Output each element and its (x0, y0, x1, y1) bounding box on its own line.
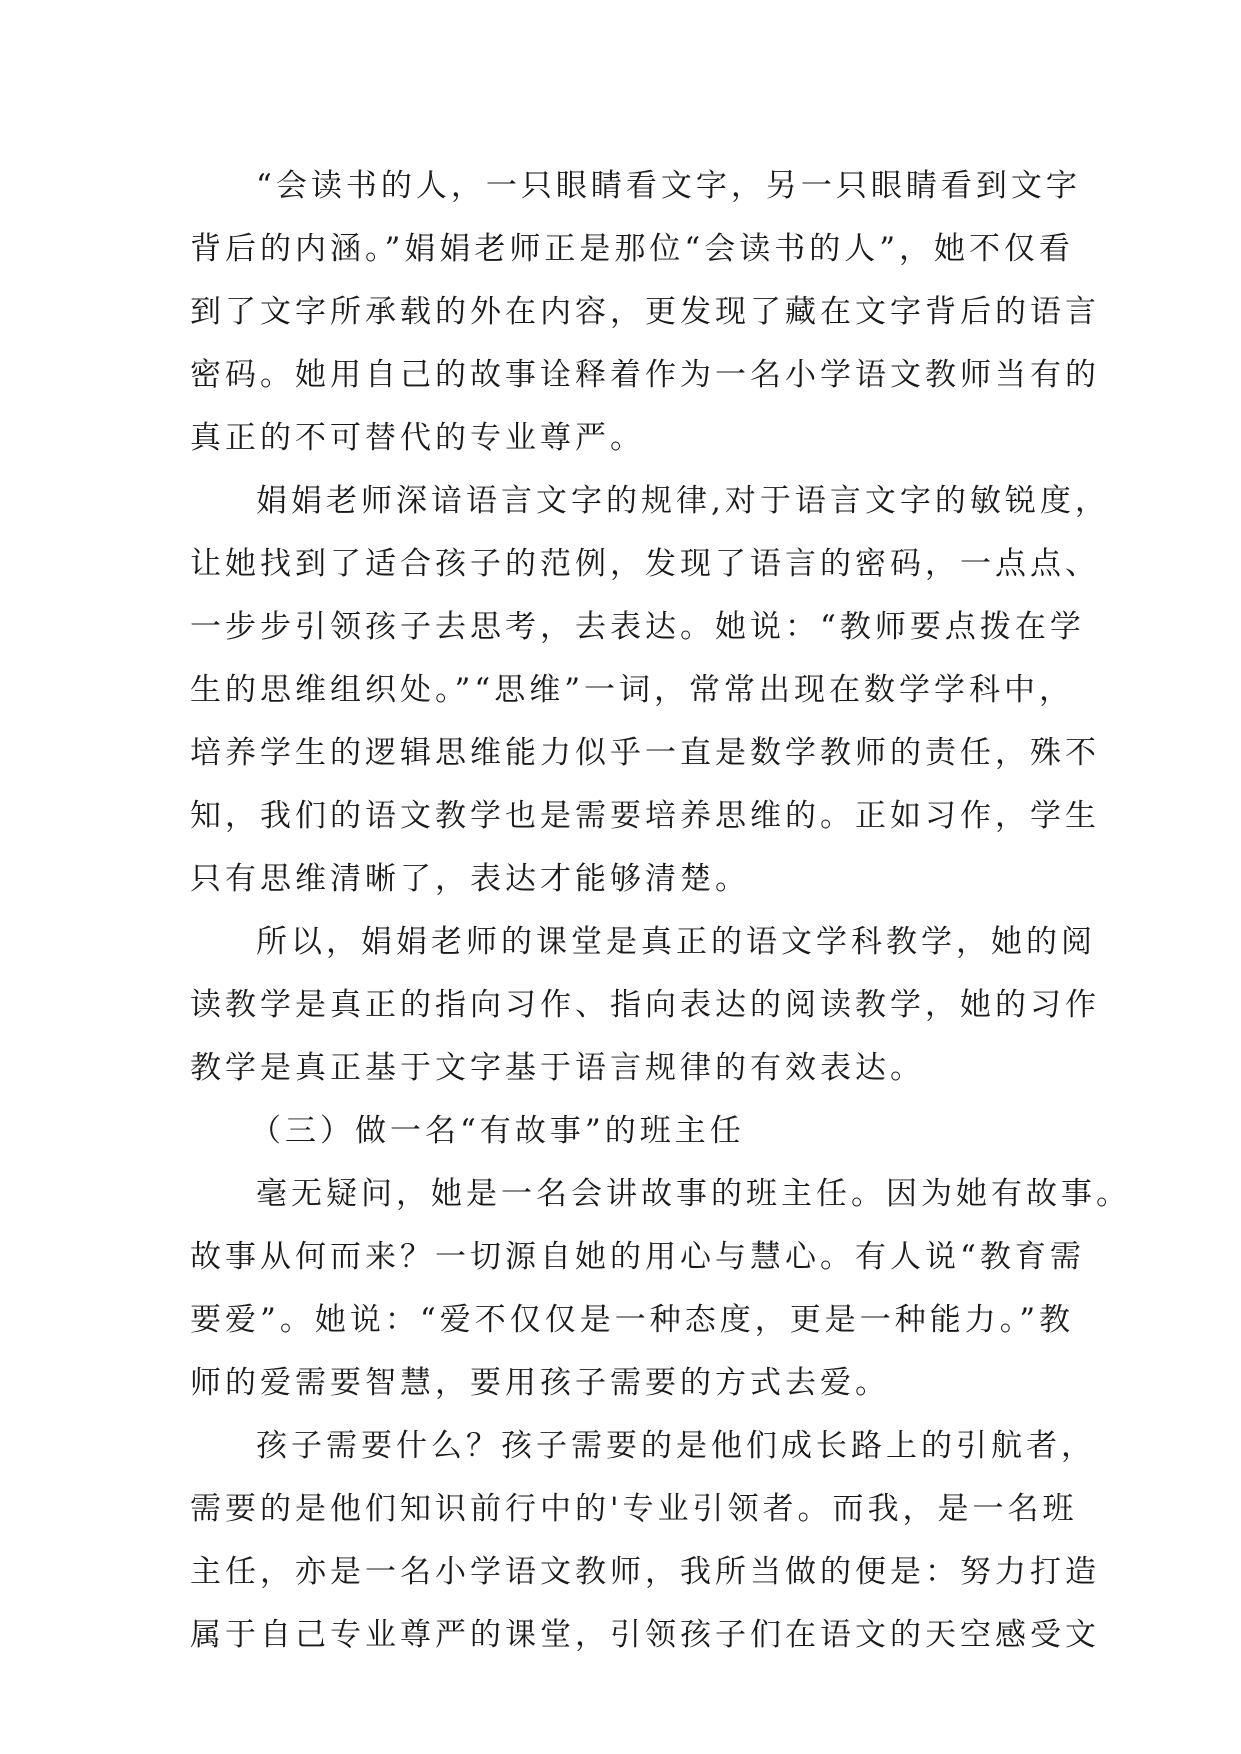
document-body (190, 155, 1131, 1667)
paragraph-2-line-3: 一步步引领孩子去思考，去表达。她说：“教师要点拨在学 (190, 609, 1085, 645)
section-heading: （三）做一名“有故事”的班主任 (250, 1113, 745, 1149)
paragraph-2-line-4: 生的思维组织处。”“思维”一词，常常出现在数学学科中， (190, 672, 1075, 708)
paragraph-1-line-4: 密码。她用自己的故事诠释着作为一名小学语文教师当有的 (190, 357, 1100, 393)
paragraph-4-line-3: 要爱”。她说：“爱不仅仅是一种态度，更是一种能力。”教 (190, 1302, 1075, 1338)
paragraph-2-line-6: 知，我们的语文教学也是需要培养思维的。正如习作，学生 (190, 798, 1100, 834)
paragraph-2-line-7: 只有思维清晰了，表达才能够清楚。 (190, 861, 750, 897)
paragraph-5-line-1: 孩子需要什么？孩子需要的是他们成长路上的引航者， (256, 1428, 1096, 1464)
paragraph-4-line-2: 故事从何而来？一切源自她的用心与慧心。有人说“教育需 (190, 1239, 1085, 1275)
paragraph-3-line-1: 所以，娟娟老师的课堂是真正的语文学科教学，她的阅 (256, 924, 1096, 960)
paragraph-5-line-3: 主任，亦是一名小学语文教师，我所当做的便是：努力打造 (190, 1554, 1100, 1590)
paragraph-5-line-4: 属于自己专业尊严的课堂，引领孩子们在语文的天空感受文 (190, 1617, 1100, 1653)
paragraph-2-line-1: 娟娟老师深谙语言文字的规律,对于语言文字的敏锐度， (256, 483, 1110, 519)
paragraph-3-line-3: 教学是真正基于文字基于语言规律的有效表达。 (190, 1050, 925, 1086)
paragraph-1-line-5: 真正的不可替代的专业尊严。 (190, 420, 645, 456)
paragraph-2-line-5: 培养学生的逻辑思维能力似乎一直是数学教师的责任，殊不 (190, 735, 1100, 771)
paragraph-4-line-1: 毫无疑问，她是一名会讲故事的班主任。因为她有故事。 (256, 1176, 1131, 1212)
paragraph-1-line-1: “会读书的人，一只眼睛看文字，另一只眼睛看到文字 (256, 168, 1081, 204)
paragraph-2-line-2: 让她找到了适合孩子的范例，发现了语言的密码，一点点、 (190, 546, 1100, 582)
paragraph-4-line-4: 师的爱需要智慧，要用孩子需要的方式去爱。 (190, 1365, 890, 1401)
paragraph-1-line-2: 背后的内涵。”娟娟老师正是那位“会读书的人”，她不仅看 (190, 231, 1075, 267)
paragraph-3-line-2: 读教学是真正的指向习作、指向表达的阅读教学，她的习作 (190, 987, 1100, 1023)
paragraph-1-line-3: 到了文字所承载的外在内容，更发现了藏在文字背后的语言 (190, 294, 1100, 330)
paragraph-5-line-2: 需要的是他们知识前行中的'专业引领者。而我，是一名班 (190, 1491, 1078, 1527)
